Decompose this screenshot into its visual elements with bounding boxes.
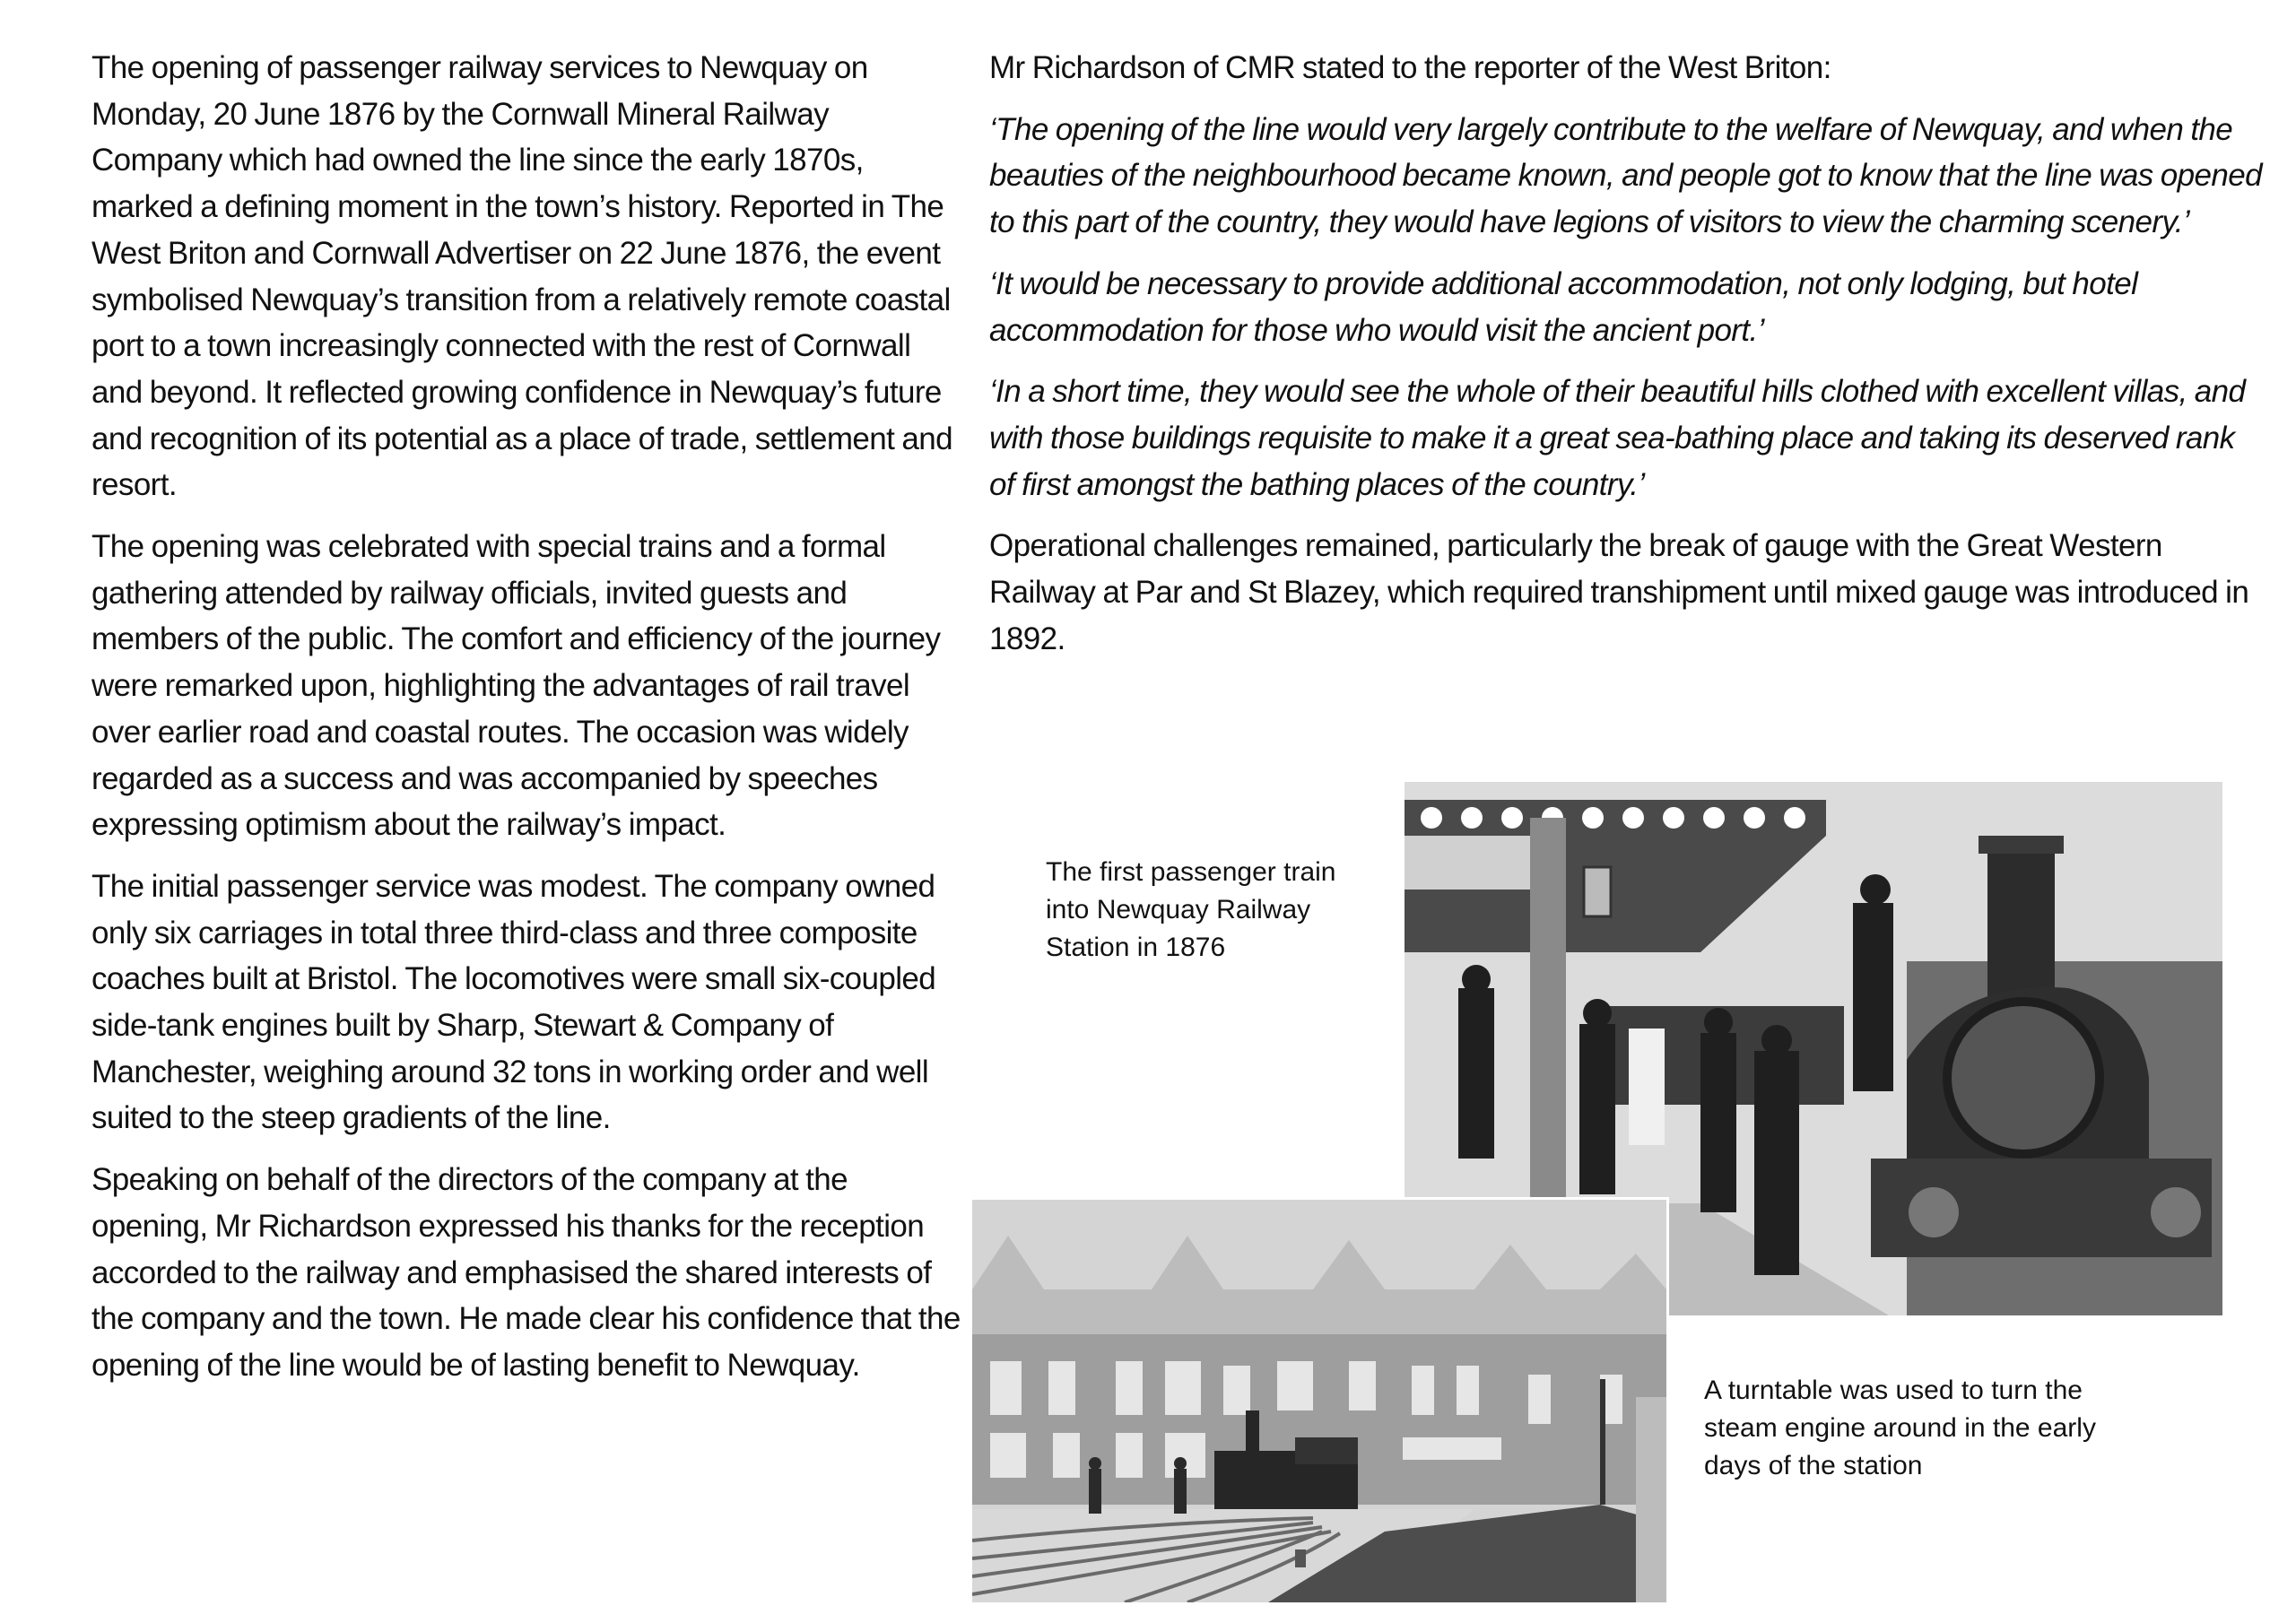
quote-welfare: ‘The opening of the line would very largely contribute to the welfare of Newquay, and when the beauties of the neighbourhood became known, and people got to know that the line was opened to this part of the country, they would have legions of visitors to view the charming scenery.’ bbox=[989, 111, 2262, 240]
right-column bbox=[989, 45, 2263, 677]
caption-first-train: The first passenger train into Newquay Railway Station in 1876 bbox=[1046, 857, 1336, 962]
photo-turntable bbox=[972, 1197, 1669, 1602]
paragraph-celebration: The opening was celebrated with special trains and a formal gathering attended by railway officials, invited guests and members of the public. The comfort and efficiency of the journey were remarked upon, highlighting the advantages of rail travel over earlier road and coastal routes. The occasion was widely regarded as a success and was accompanied by speeches expressing optimism about the railway’s impact. bbox=[91, 529, 941, 843]
paragraph-richardson-speech: Speaking on behalf of the directors of the company at the opening, Mr Richardson expressed his thanks for the reception accorded to the railway and emphasised the shared interests of the company and the town. He made clear his confidence that the opening of the line would be of lasting benefit to Newquay. bbox=[91, 1162, 961, 1383]
paragraph-opening: The opening of passenger railway services to Newquay on Monday, 20 June 1876 by the Cornwall Mineral Railway Company which had owned the line since the early 1870s, marked a defining moment in the town’s history. Reported in The West Briton and Cornwall Advertiser on 22 June 1876, the event symbolised Newquay’s transition from a relatively remote coastal port to a town increasingly connected with the rest of Cornwall and beyond. It reflected growing confidence in Newquay’s future and recognition of its potential as a place of trade, settlement and resort. bbox=[91, 50, 952, 503]
turntable-photo-illustration bbox=[972, 1200, 1666, 1602]
quote-intro: Mr Richardson of CMR stated to the reporter of the West Briton: bbox=[989, 50, 1831, 85]
quote-accommodation: ‘It would be necessary to provide additional accommodation, not only lodging, but hotel accommodation for those who would visit the ancient port.’ bbox=[989, 265, 2138, 348]
caption-turntable: A turntable was used to turn the steam engine around in the early days of the station bbox=[1704, 1376, 2096, 1480]
left-column bbox=[91, 45, 961, 1404]
paragraph-gauge: Operational challenges remained, particularly the break of gauge with the Great Western Railway at Par and St Blazey, which required transhipment until mixed gauge was introduced in 1892. bbox=[989, 528, 2249, 656]
quote-villas: ‘In a short time, they would see the whole of their beautiful hills clothed with excellent villas, and with those buildings requisite to make it a great sea-bathing place and taking its deserved rank of first amongst the bathing places of the country.’ bbox=[989, 374, 2246, 502]
paragraph-initial-service: The initial passenger service was modest. The company owned only six carriages in total three third-class and three composite coaches built at Bristol. The locomotives were small six-coupled side-tank engines built by Sharp, Stewart & Company of Manchester, weighing around 32 tons in working order and well suited to the steep gradients of the line. bbox=[91, 868, 936, 1136]
